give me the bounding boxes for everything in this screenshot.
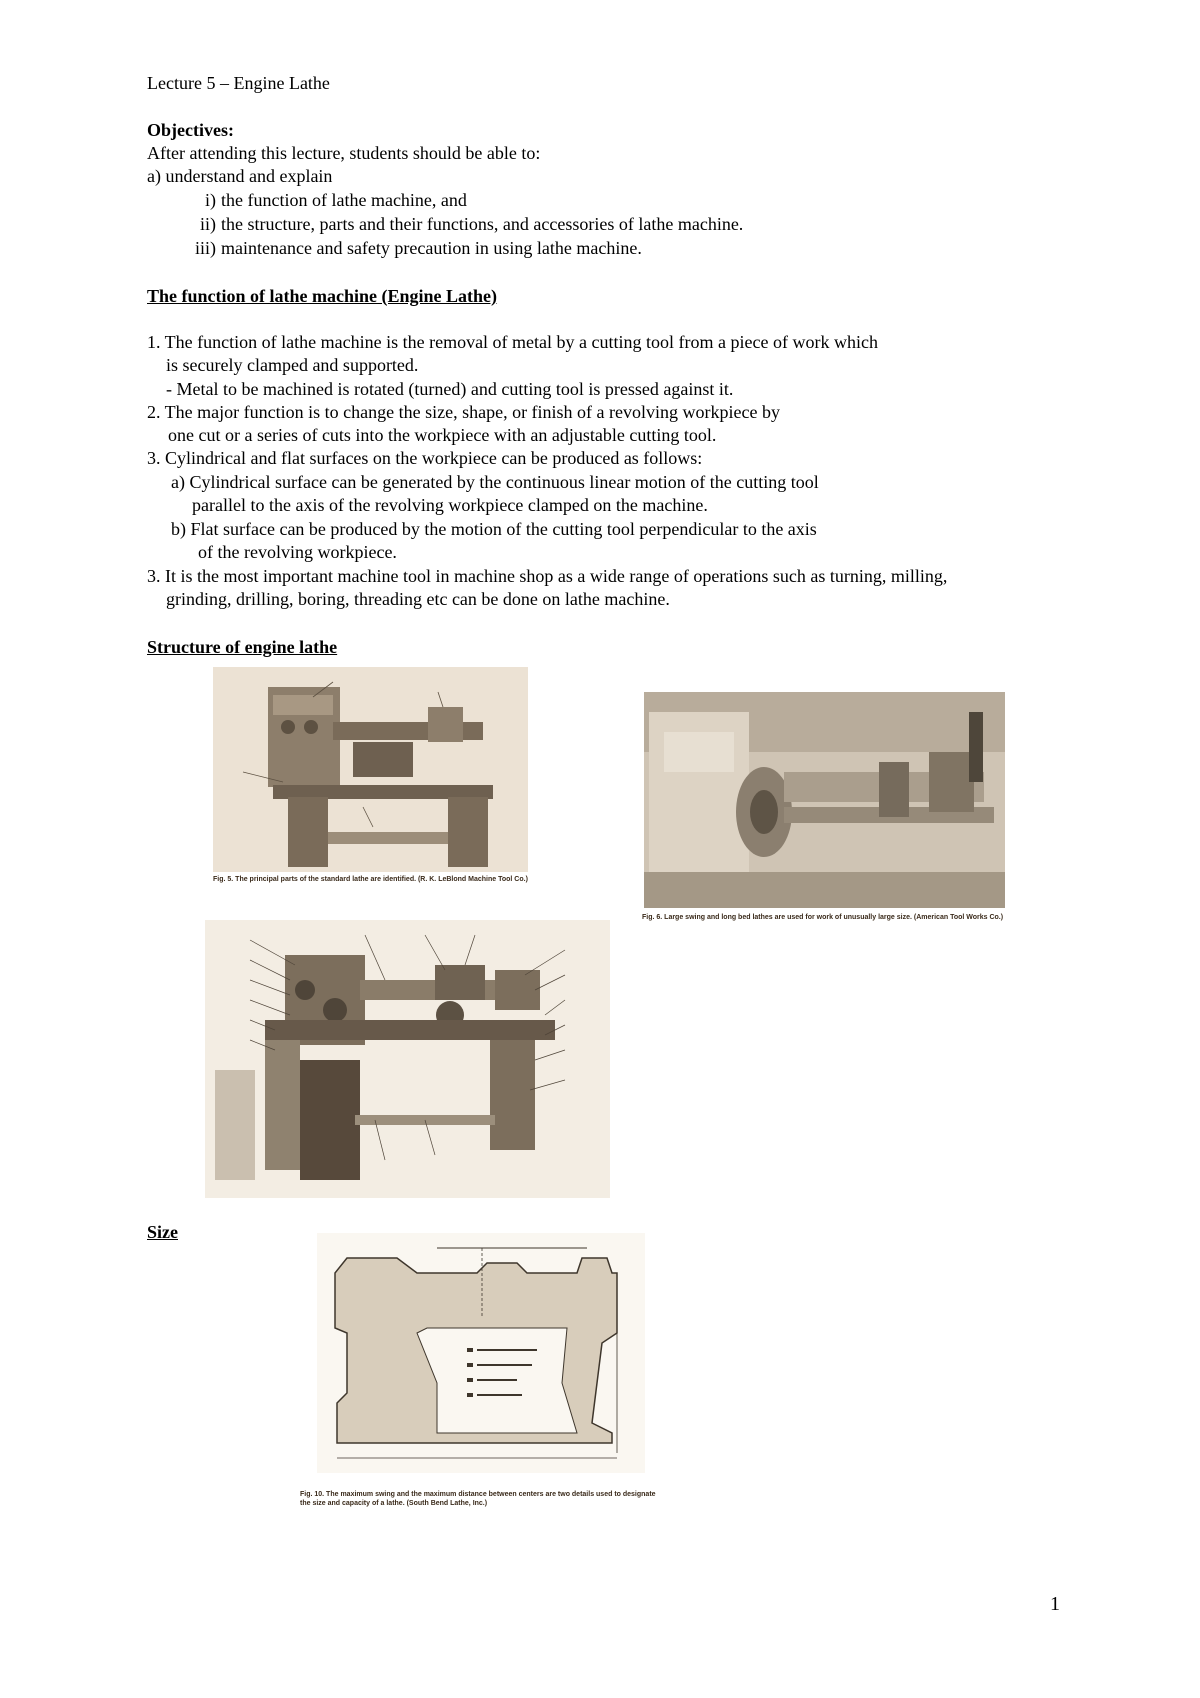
- objective-sub-num: ii): [200, 214, 216, 234]
- size-heading: Size: [147, 1222, 178, 1242]
- fig5-caption: Fig. 5. The principal parts of the standard lathe are identified. (R. K. LeBlond Machine Tool Co.): [213, 876, 528, 883]
- function-line: 1. The function of lathe machine is the removal of metal by a cutting tool from a piece of work which: [147, 332, 878, 352]
- large-lathe-photo: [644, 692, 1005, 908]
- function-line: of the revolving workpiece.: [198, 542, 397, 562]
- page-number: 1: [1050, 1593, 1060, 1615]
- objective-sub-text: the structure, parts and their functions, and accessories of lathe machine.: [221, 214, 744, 234]
- objective-sub-num: iii): [195, 238, 216, 258]
- standard-lathe-photo: [213, 667, 528, 872]
- objective-a: a) understand and explain: [147, 166, 333, 186]
- function-heading: The function of lathe machine (Engine Lathe): [147, 286, 498, 306]
- function-line: is securely clamped and supported.: [166, 355, 419, 375]
- function-line: grinding, drilling, boring, threading etc can be done on lathe machine.: [166, 589, 670, 609]
- objectives-intro: After attending this lecture, students should be able to:: [147, 143, 541, 163]
- function-line: 3. It is the most important machine tool in machine shop as a wide range of operations such as turning, milling,: [147, 566, 948, 586]
- size-fig-caption: Fig. 10. The maximum swing and the maximum distance between centers are two details used to designate the size and capacity of a lathe. (South Bend Lathe, Inc.): [300, 1491, 656, 1507]
- function-line: parallel to the axis of the revolving workpiece clamped on the machine.: [192, 495, 708, 515]
- objective-sub-num: i): [205, 190, 216, 210]
- document-title: Lecture 5 – Engine Lathe: [147, 73, 330, 93]
- structure-heading: Structure of engine lathe: [147, 637, 338, 657]
- function-line: b) Flat surface can be produced by the motion of the cutting tool perpendicular to the axis: [171, 519, 817, 539]
- function-line: 2. The major function is to change the size, shape, or finish of a revolving workpiece by: [147, 402, 780, 422]
- function-line: one cut or a series of cuts into the workpiece with an adjustable cutting tool.: [168, 425, 717, 445]
- function-line: a) Cylindrical surface can be generated by the continuous linear motion of the cutting tool: [171, 472, 819, 492]
- objective-sub-text: maintenance and safety precaution in using lathe machine.: [221, 238, 642, 258]
- objective-sub-text: the function of lathe machine, and: [221, 190, 467, 210]
- objectives-heading: Objectives:: [147, 120, 234, 140]
- lathe-size-diagram: [317, 1233, 645, 1473]
- fig6-caption: Fig. 6. Large swing and long bed lathes are used for work of unusually large size. (American Tool Works Co.): [642, 914, 1004, 921]
- lathe-parts-diagram: [205, 920, 610, 1198]
- function-line: 3. Cylindrical and flat surfaces on the workpiece can be produced as follows:: [147, 448, 703, 468]
- function-line: - Metal to be machined is rotated (turned) and cutting tool is pressed against it.: [166, 379, 734, 399]
